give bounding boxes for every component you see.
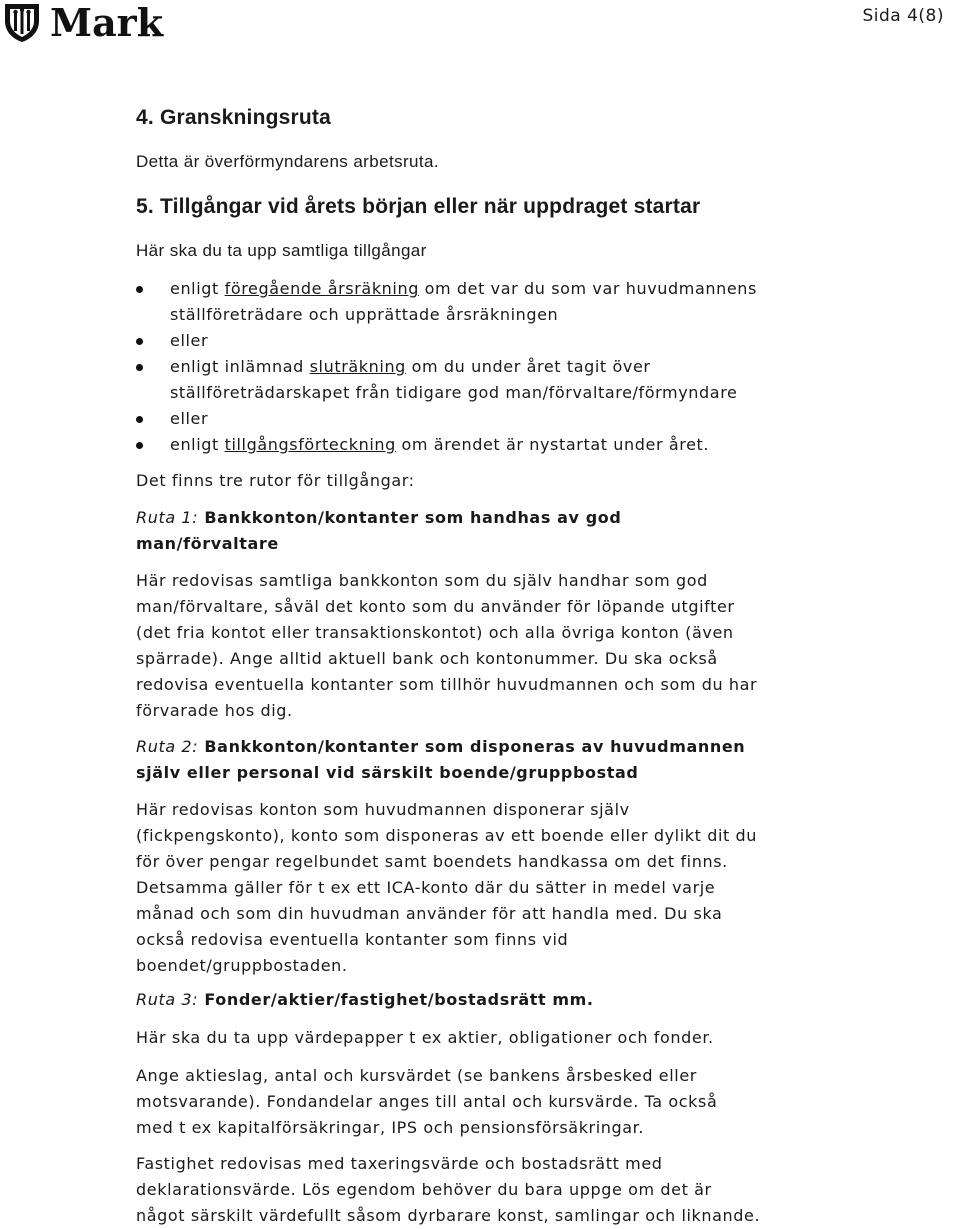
list-item: enligt föregående årsräkning om det var du som var huvudmannens ställföreträdare och upprättade årsräkningen [136,276,757,328]
bullet-icon [136,364,143,371]
ruta-3-paragraph-1: Här ska du ta upp värdepapper t ex aktier, obligationer och fonder. [136,1028,714,1047]
section-5-intro: Här ska du ta upp samtliga tillgångar [136,241,427,260]
term-tillgangsforteckning: tillgångsförteckning [224,435,396,454]
ruta-3-label: Ruta 3: [136,990,199,1009]
ruta-2-title: Ruta 2: Bankkonton/kontanter som disponeras av huvudmannen själv eller personal vid särskilt boende/gruppbostad [136,737,746,782]
list-item: enligt tillgångsförteckning om ärendet är nystartat under året. [136,432,757,458]
ruta-1-label: Ruta 1: [136,508,199,527]
bullet-icon [136,442,143,449]
page-number: Sida 4(8) [862,6,944,26]
term-slutrakning: sluträkning [309,357,406,376]
ruta-2-body: Här redovisas konton som huvudmannen disponerar själv (fickpengskonto), konto som disponeras av ett boende eller dylikt dit du för över pengar regelbundet samt boendets handkassa om det finns. Detsamma gäller för t ex ett ICA-konto där du sätter in medel varje månad och som din huvudman använder för att handla med. Du ska också redovisa eventuella kontanter som finns vid boendet/gruppbostaden. [136,800,758,975]
municipality-logo [2,0,163,44]
coat-of-arms-icon [2,1,42,43]
list-item: eller [136,406,757,432]
bullet-icon [136,416,143,423]
ruta-3-paragraph-2: Ange aktieslag, antal och kursvärdet (se bankens årsbesked eller motsvarande). Fondandelar anges till antal och kursvärde. Ta också med t ex kapitalförsäkringar, IPS och pensionsförsäkringar. [136,1066,718,1137]
ruta-3-paragraph-3: Fastighet redovisas med taxeringsvärde och bostadsrätt med deklarationsvärde. Lös egendom behöver du bara uppge om det är något särskilt värdefullt såsom dyrbarare konst, samlingar och liknande. [136,1154,761,1225]
bullet-icon [136,338,143,345]
ruta-3-title: Ruta 3: Fonder/aktier/fastighet/bostadsrätt mm. [136,990,594,1009]
section-4-heading: 4. Granskningsruta [136,106,331,129]
section-5-heading: 5. Tillgångar vid årets början eller när uppdraget startar [136,195,701,218]
ruta-1-title: Ruta 1: Bankkonton/kontanter som handhas av god man/förvaltare [136,508,622,553]
section-4-text: Detta är överförmyndarens arbetsruta. [136,152,439,171]
ruta-2-label: Ruta 2: [136,737,199,756]
list-item: enligt inlämnad sluträkning om du under året tagit över ställföreträdarskapet från tidigare god man/förvaltare/förmyndare [136,354,757,406]
bullet-icon [136,286,143,293]
asset-source-list [136,276,757,458]
list-item: eller [136,328,757,354]
rutor-intro: Det finns tre rutor för tillgångar: [136,471,415,490]
ruta-1-body: Här redovisas samtliga bankkonton som du själv handhar som god man/förvaltare, såväl det konto som du använder för löpande utgifter (det fria kontot eller transaktionskontot) och alla övriga konton (även spärrade). Ange alltid aktuell bank och kontonummer. Du ska också redovisa eventuella kontanter som tillhör huvudmannen och som du har förvarade hos dig. [136,571,758,720]
logo-wordmark: Mark [50,0,164,45]
term-foregaende-arsrakning: föregående årsräkning [224,279,419,298]
